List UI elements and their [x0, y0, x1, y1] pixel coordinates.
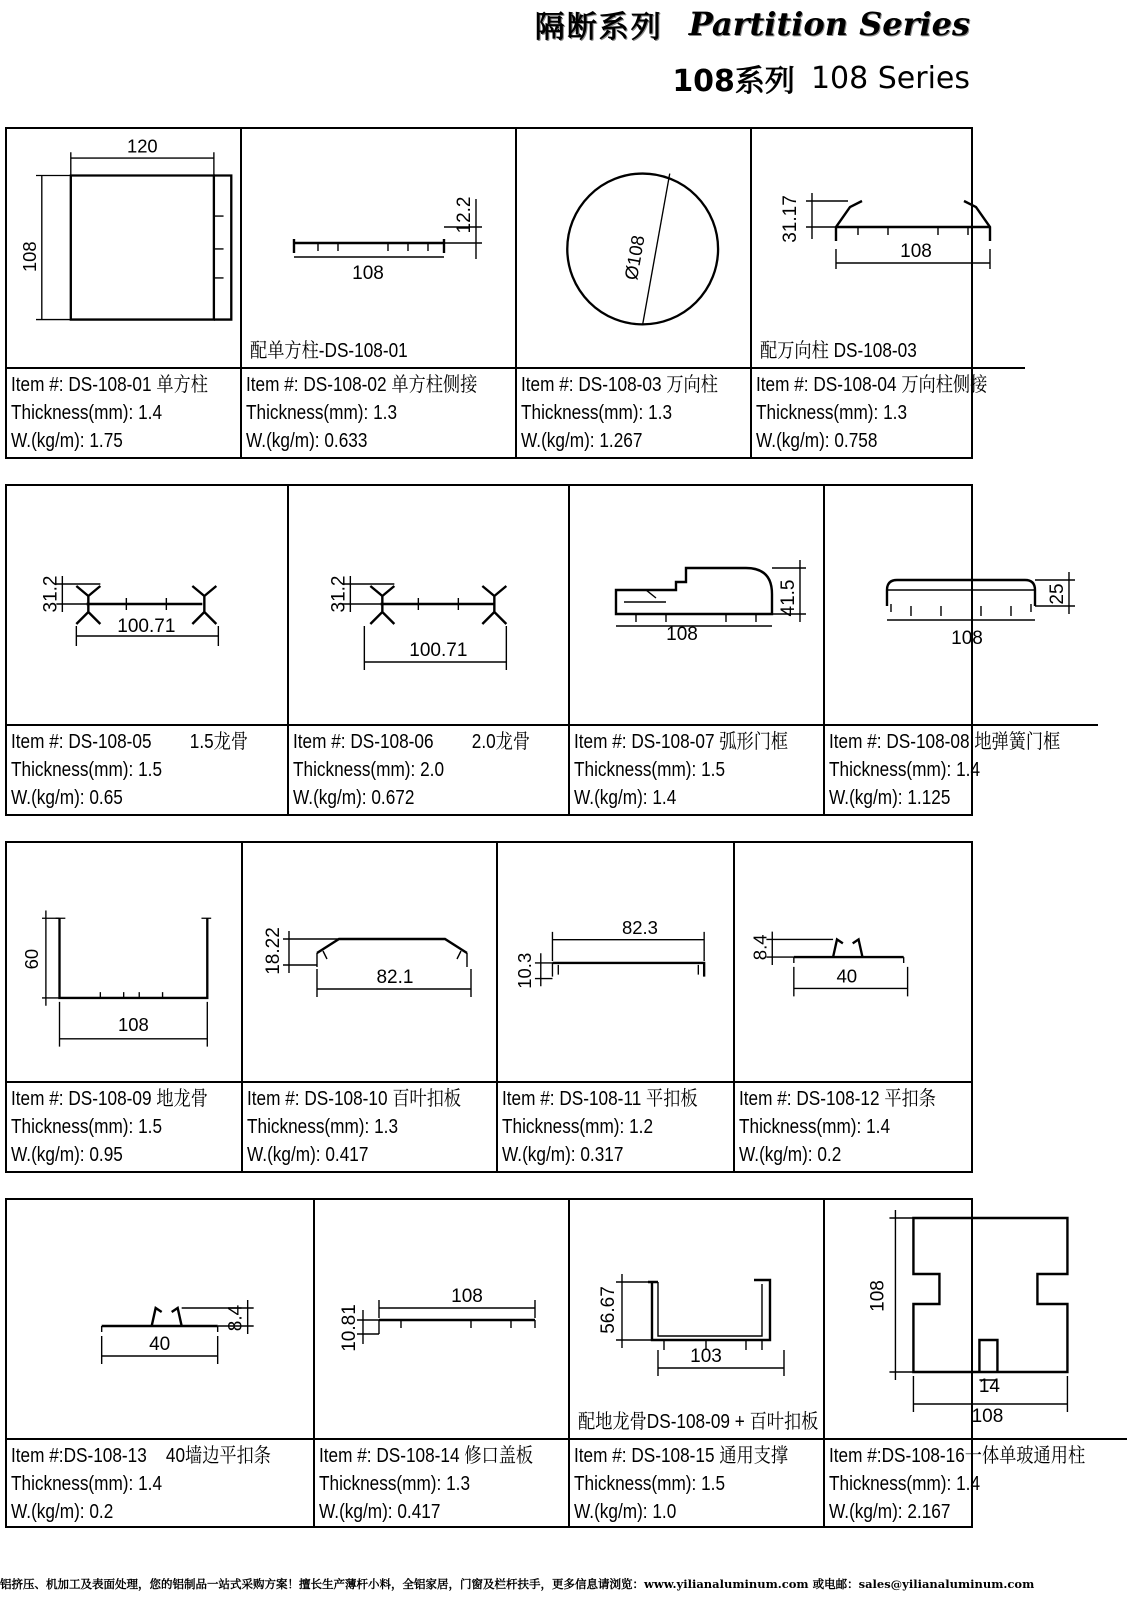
item-code: DS-108-16: [881, 1445, 966, 1467]
product-card-ds-108-15: [570, 1200, 825, 1526]
product-card-ds-108-06: [289, 486, 571, 814]
profile-drawing: [735, 843, 971, 1083]
item-line: Item #: DS-108-08 地弹簧门框: [829, 731, 1061, 753]
item-code: DS-108-06: [350, 731, 434, 753]
fit-note: 配万向柱 DS-108-03: [759, 340, 917, 362]
weight-line: W.(kg/m): 1.75: [11, 430, 123, 452]
profile-drawing: [570, 486, 823, 726]
spec-block: [315, 1440, 568, 1526]
profile-drawing: [7, 843, 241, 1083]
profile-ds-108-04-svg: [752, 129, 1025, 367]
profile-ds-108-09-svg: [7, 843, 241, 1081]
product-card-ds-108-04: [752, 129, 1025, 457]
product-card-ds-108-12: [735, 843, 971, 1171]
product-card-ds-108-05: [7, 486, 289, 814]
series-title: [672, 56, 970, 100]
dim-width: 100.71: [408, 640, 468, 661]
product-card-ds-108-16: [825, 1200, 1127, 1526]
item-name: 单方柱侧接: [391, 374, 478, 396]
profile-drawing: [825, 486, 1098, 726]
item-name: 40墙边平扣条: [165, 1445, 272, 1467]
weight-line: W.(kg/m): 1.267: [520, 430, 643, 452]
weight-value: 0.417: [397, 1501, 441, 1523]
profile-drawing: [7, 1200, 313, 1440]
title-english: Partition Series: [688, 5, 970, 43]
spec-block: [7, 1083, 241, 1171]
dim-height: 31.17: [779, 195, 801, 243]
profile-drawing: [242, 129, 515, 369]
dim-width: 82.3: [622, 916, 659, 938]
weight-line: W.(kg/m): 0.317: [502, 1144, 624, 1166]
item-line: Item #: DS-108-06 2.0龙骨: [292, 731, 530, 753]
item-name: 单方柱: [156, 374, 208, 396]
spec-block: [243, 1083, 496, 1171]
profile-drawing: [570, 1200, 823, 1440]
item-code: DS-108-03: [578, 374, 662, 396]
spec-block: [7, 1440, 313, 1526]
item-code: DS-108-09: [68, 1088, 152, 1110]
product-card-ds-108-10: [243, 843, 498, 1171]
weight-line: W.(kg/m): 0.2: [11, 1501, 114, 1523]
thickness-line: Thickness(mm): 1.4: [11, 402, 163, 424]
dim-width: 108: [451, 1286, 484, 1307]
weight-value: 0.417: [325, 1144, 369, 1166]
thickness-line: Thickness(mm): 1.5: [574, 759, 726, 781]
weight-value: 0.2: [817, 1144, 841, 1166]
weight-value: 0.317: [580, 1144, 624, 1166]
weight-line: W.(kg/m): 1.125: [829, 787, 951, 809]
series-chinese: 108系列: [672, 64, 795, 99]
dim-width: 40: [836, 965, 857, 987]
thickness-line: Thickness(mm): 1.4: [738, 1116, 890, 1138]
weight-value: 1.267: [599, 430, 643, 452]
weight-line: W.(kg/m): 0.758: [755, 430, 878, 452]
item-code: DS-108-10: [304, 1088, 388, 1110]
thickness-value: 1.5: [701, 1473, 726, 1495]
product-row-1: [5, 127, 988, 459]
weight-line: W.(kg/m): 2.167: [829, 1501, 951, 1523]
profile-ds-108-02-svg: [242, 129, 515, 367]
dim-width: 100.71: [117, 616, 176, 637]
item-name: 通用支撑: [719, 1445, 789, 1467]
weight-value: 0.95: [89, 1144, 123, 1166]
spec-block: [825, 726, 1098, 814]
dim-width: 108: [900, 241, 932, 262]
weight-line: W.(kg/m): 0.65: [11, 787, 123, 809]
spec-block: [570, 1440, 823, 1526]
dim-height: 8.4: [225, 1304, 247, 1332]
item-code: DS-108-02: [303, 374, 387, 396]
product-card-ds-108-03: [517, 129, 752, 457]
dim-height: 18.22: [263, 927, 285, 975]
spec-block: [752, 369, 1025, 457]
thickness-value: 1.4: [865, 1116, 890, 1138]
item-name: 地龙骨: [156, 1088, 208, 1110]
weight-line: W.(kg/m): 1.0: [574, 1501, 677, 1523]
thickness-value: 1.5: [701, 759, 726, 781]
item-name: 平扣条: [883, 1088, 936, 1110]
item-name: 地弹簧门框: [974, 731, 1061, 753]
weight-line: W.(kg/m): 1.4: [574, 787, 677, 809]
product-card-ds-108-08: [825, 486, 1098, 814]
dim-height: 108: [867, 1280, 889, 1312]
thickness-line: Thickness(mm): 1.5: [574, 1473, 726, 1495]
weight-line: W.(kg/m): 0.417: [319, 1501, 441, 1523]
dim-slot: 14: [979, 1376, 1001, 1397]
profile-ds-108-15-svg: [570, 1200, 823, 1438]
weight-value: 2.167: [907, 1501, 951, 1523]
item-code: DS-108-14: [376, 1445, 460, 1467]
profile-drawing: [498, 843, 732, 1083]
dim-width: 120: [127, 135, 158, 157]
dim-width: 108: [352, 263, 384, 284]
weight-line: W.(kg/m): 0.633: [245, 430, 368, 452]
item-line: Item #: DS-108-15 通用支撑: [574, 1445, 789, 1467]
title-chinese: 隔断系列: [534, 10, 663, 45]
thickness-line: Thickness(mm): 1.4: [829, 759, 981, 781]
footer-contact: 铝挤压、机加工及表面处理，您的铝制品一站式采购方案！擅长生产薄杆小料，全铝家居，门窗及栏杆扶手，更多信息请浏览：www.yilianaluminum.com 或电邮：sales@yilianaluminum.com: [0, 1577, 1035, 1591]
dim-height: 12.2: [453, 196, 475, 234]
spec-block: [735, 1083, 971, 1171]
thickness-value: 1.3: [883, 402, 907, 424]
thickness-value: 2.0: [419, 759, 444, 781]
profile-ds-108-14-svg: [315, 1200, 568, 1438]
profile-drawing: [315, 1200, 568, 1440]
fit-note: 配单方柱-DS-108-01: [249, 340, 408, 362]
dim-height: 108: [19, 241, 41, 273]
thickness-value: 1.3: [446, 1473, 471, 1495]
product-card-ds-108-01: [7, 129, 242, 457]
profile-ds-108-13-svg: [7, 1200, 313, 1438]
dim-width: 108: [666, 624, 699, 645]
profile-drawing: [752, 129, 1025, 369]
dim-width: 108: [951, 628, 984, 649]
thickness-line: Thickness(mm): 1.3: [245, 402, 398, 424]
spec-block: [570, 726, 823, 814]
dim-width: 40: [149, 1334, 171, 1355]
item-name: 百叶扣板: [392, 1088, 462, 1110]
profile-drawing: [825, 1200, 1127, 1440]
product-card-ds-108-13: [7, 1200, 315, 1526]
dim-height: 10.3: [514, 952, 536, 989]
item-name: 修口盖板: [464, 1445, 534, 1467]
profile-ds-108-10-svg: [243, 843, 496, 1081]
page-title: [535, 2, 970, 46]
thickness-value: 1.4: [956, 759, 981, 781]
weight-line: W.(kg/m): 0.672: [292, 787, 415, 809]
thickness-line: Thickness(mm): 1.3: [247, 1116, 399, 1138]
profile-ds-108-07-svg: [570, 486, 823, 724]
item-name: 万向柱侧接: [901, 374, 988, 396]
dim-width: 108: [117, 1014, 149, 1036]
item-name: 弧形门框: [719, 731, 789, 753]
item-line: Item #:DS-108-13 40墙边平扣条: [11, 1445, 272, 1467]
item-code: DS-108-08: [886, 731, 970, 753]
dim-height: 25: [1047, 583, 1069, 605]
weight-value: 0.672: [371, 787, 415, 809]
item-code: DS-108-05: [68, 731, 152, 753]
item-line: Item #: DS-108-09 地龙骨: [11, 1088, 208, 1110]
spec-block: [498, 1083, 732, 1171]
thickness-value: 1.4: [138, 402, 163, 424]
profile-drawing: [7, 486, 287, 726]
weight-value: 1.75: [89, 430, 123, 452]
spec-block: [7, 726, 287, 814]
item-line: Item #: DS-108-03 万向柱: [520, 374, 718, 396]
weight-value: 1.125: [907, 787, 951, 809]
thickness-line: Thickness(mm): 1.3: [755, 402, 907, 424]
dim-height: 10.81: [339, 1304, 361, 1352]
item-line: Item #: DS-108-07 弧形门框: [574, 731, 789, 753]
thickness-value: 1.5: [138, 1116, 163, 1138]
item-line: Item #:DS-108-16一体单玻通用柱: [829, 1445, 1086, 1467]
item-name: 万向柱: [666, 374, 718, 396]
item-code: DS-108-13: [63, 1445, 147, 1467]
spec-block: [289, 726, 569, 814]
dim-width: 82.1: [376, 967, 414, 988]
weight-line: W.(kg/m): 0.2: [738, 1144, 841, 1166]
item-line: Item #: DS-108-12 平扣条: [738, 1088, 936, 1110]
dim-diameter: Ø108: [620, 233, 649, 282]
dim-height: 56.67: [598, 1286, 620, 1334]
dim-width: 103: [690, 1346, 723, 1367]
thickness-value: 1.3: [374, 1116, 399, 1138]
spec-block: [7, 369, 240, 457]
profile-ds-108-12-svg: [735, 843, 971, 1081]
profile-drawing: [243, 843, 496, 1083]
item-code: DS-108-04: [813, 374, 897, 396]
series-english: 108 Series: [810, 60, 970, 96]
item-name: 2.0龙骨: [471, 731, 530, 753]
item-name: 一体单玻通用柱: [965, 1445, 1086, 1467]
dim-height: 31.2: [328, 575, 350, 613]
item-line: Item #: DS-108-10 百叶扣板: [247, 1088, 462, 1110]
product-row-2: [5, 484, 1069, 816]
thickness-value: 1.3: [648, 402, 672, 424]
weight-value: 0.758: [834, 430, 878, 452]
thickness-value: 1.4: [138, 1473, 163, 1495]
dim-width: 108: [971, 1406, 1004, 1427]
item-line: Item #: DS-108-14 修口盖板: [319, 1445, 534, 1467]
product-card-ds-108-14: [315, 1200, 570, 1526]
product-card-ds-108-07: [570, 486, 825, 814]
thickness-value: 1.3: [373, 402, 398, 424]
item-line: Item #: DS-108-01 单方柱: [11, 374, 208, 396]
thickness-line: Thickness(mm): 1.5: [11, 759, 163, 781]
profile-ds-108-01-svg: [7, 129, 240, 367]
profile-ds-108-03-svg: [517, 129, 750, 367]
item-name: 平扣板: [646, 1088, 698, 1110]
dim-height: 31.2: [40, 575, 62, 613]
product-card-ds-108-11: [498, 843, 734, 1171]
item-line: Item #: DS-108-11 平扣板: [502, 1088, 698, 1110]
profile-ds-108-05-svg: [7, 486, 287, 724]
item-code: DS-108-11: [559, 1088, 642, 1110]
dim-height: 41.5: [778, 579, 800, 617]
weight-value: 1.4: [652, 787, 677, 809]
thickness-line: Thickness(mm): 1.2: [502, 1116, 654, 1138]
profile-ds-108-06-svg: [289, 486, 569, 724]
product-row-4: [5, 1198, 1086, 1528]
item-line: Item #: DS-108-04 万向柱侧接: [755, 374, 988, 396]
spec-block: [825, 1440, 1127, 1526]
dim-height: 8.4: [749, 934, 771, 961]
item-line: Item #: DS-108-05 1.5龙骨: [11, 731, 249, 753]
weight-line: W.(kg/m): 0.95: [11, 1144, 123, 1166]
profile-ds-108-08-svg: [825, 486, 1098, 724]
weight-value: 0.65: [89, 787, 123, 809]
item-code: DS-108-12: [796, 1088, 880, 1110]
product-card-ds-108-09: [7, 843, 243, 1171]
profile-drawing: [289, 486, 569, 726]
profile-ds-108-16-svg: [825, 1200, 1127, 1438]
thickness-line: Thickness(mm): 1.4: [11, 1473, 163, 1495]
product-card-ds-108-02: [242, 129, 517, 457]
spec-block: [517, 369, 750, 457]
item-name: 1.5龙骨: [189, 731, 249, 753]
thickness-line: Thickness(mm): 1.3: [520, 402, 672, 424]
thickness-line: Thickness(mm): 1.3: [319, 1473, 471, 1495]
profile-drawing: [517, 129, 750, 369]
profile-ds-108-11-svg: [498, 843, 732, 1081]
spec-block: [242, 369, 515, 457]
item-code: DS-108-15: [631, 1445, 715, 1467]
item-code: DS-108-01: [68, 374, 152, 396]
product-row-3: [5, 841, 973, 1173]
weight-value: 0.633: [324, 430, 368, 452]
item-line: Item #: DS-108-02 单方柱侧接: [245, 374, 478, 396]
thickness-value: 1.2: [629, 1116, 654, 1138]
thickness-line: Thickness(mm): 1.5: [11, 1116, 163, 1138]
weight-value: 1.0: [652, 1501, 677, 1523]
thickness-line: Thickness(mm): 1.4: [829, 1473, 981, 1495]
dim-height: 60: [21, 948, 43, 970]
thickness-value: 1.4: [956, 1473, 981, 1495]
thickness-value: 1.5: [138, 759, 163, 781]
fit-note: 配地龙骨DS-108-09 + 百叶扣板: [578, 1411, 819, 1433]
thickness-line: Thickness(mm): 2.0: [292, 759, 444, 781]
weight-line: W.(kg/m): 0.417: [247, 1144, 369, 1166]
profile-drawing: [7, 129, 240, 369]
item-code: DS-108-07: [631, 731, 715, 753]
weight-value: 0.2: [89, 1501, 114, 1523]
